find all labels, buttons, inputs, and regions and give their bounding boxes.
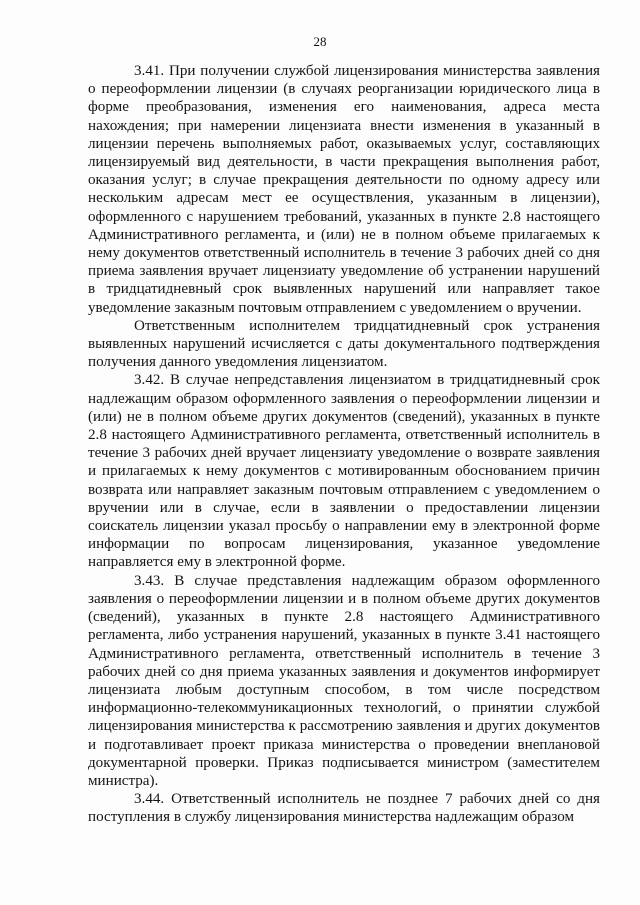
document-body xyxy=(88,62,600,827)
page-number: 28 xyxy=(313,34,327,49)
paragraph-3-44: 3.44. Ответственный исполнитель не позднее 7 рабочих дней со дня поступления в службу лицензирования министерства надлежащим образом xyxy=(88,791,600,826)
paragraph-3-42: 3.42. В случае непредставления лицензиатом в тридцатидневный срок надлежащим образом оформленного заявления о переоформлении лицензии и (или) не в полном объеме других документов (сведений), указанных в пункте 2.8 настоящего Административного регламента, ответственный исполнитель в течение 3 рабочих дней вручает лицензиату уведомление о возврате заявления и прилагаемых к нему документов с мотивированным обоснованием причин возврата или направляет заказным почтовым отправлением с уведомлением о вручении или в случае, если в заявлении о предоставлении лицензии соискатель лицензии указал просьбу о направлении ему в электронной форме информации по вопросам лицензирования, указанное уведомление направляется ему в электронной форме. xyxy=(88,372,600,571)
paragraph-3-41: 3.41. При получении службой лицензирования министерства заявления о переоформлении лицензии (в случаях реорганизации юридического лица в форме преобразования, изменения его наименования, адреса места нахождения; при намерении лицензиата внести изменения в указанный в лицензии перечень выполняемых работ, оказываемых услуг, составляющих лицензируемый вид деятельности, в части прекращения выполнения работ, оказания услуг; в случае прекращения деятельности по одному адресу или нескольким адресам мест ее осуществления, указанным в лицензии), оформленного с нарушением требований, указанных в пункте 2.8 настоящего Административного регламента, и (или) не в полном объеме прилагаемых к нему документов ответственный исполнитель в течение 3 рабочих дней со дня приема заявления вручает лицензиату уведомление об устранении нарушений в тридцатидневный срок выявленных нарушений или направляет такое уведомление заказным почтовым отправлением с уведомлением о вручении. xyxy=(88,63,600,316)
paragraph-deadline-note: Ответственным исполнителем тридцатидневный срок устранения выявленных нарушений исчисляется с даты документального подтверждения получения данного уведомления лицензиатом. xyxy=(88,317,600,371)
paragraph-3-43: 3.43. В случае представления надлежащим образом оформленного заявления о переоформлении лицензии и в полном объеме других документов (сведений), указанных в пункте 2.8 настоящего Административного регламента, либо устранения нарушений, указанных в пункте 3.41 настоящего Административного регламента, ответственный исполнитель в течение 3 рабочих дней со дня приема указанных заявления и документов информирует лицензиата любым доступным способом, в том числе посредством информационно-телекоммуникационных технологий, о принятии службой лицензирования министерства к рассмотрению заявления и других документов и подготавливает проект приказа министерства о проведении внеплановой документарной проверки. Приказ подписывается министром (заместителем министра). xyxy=(88,572,600,789)
